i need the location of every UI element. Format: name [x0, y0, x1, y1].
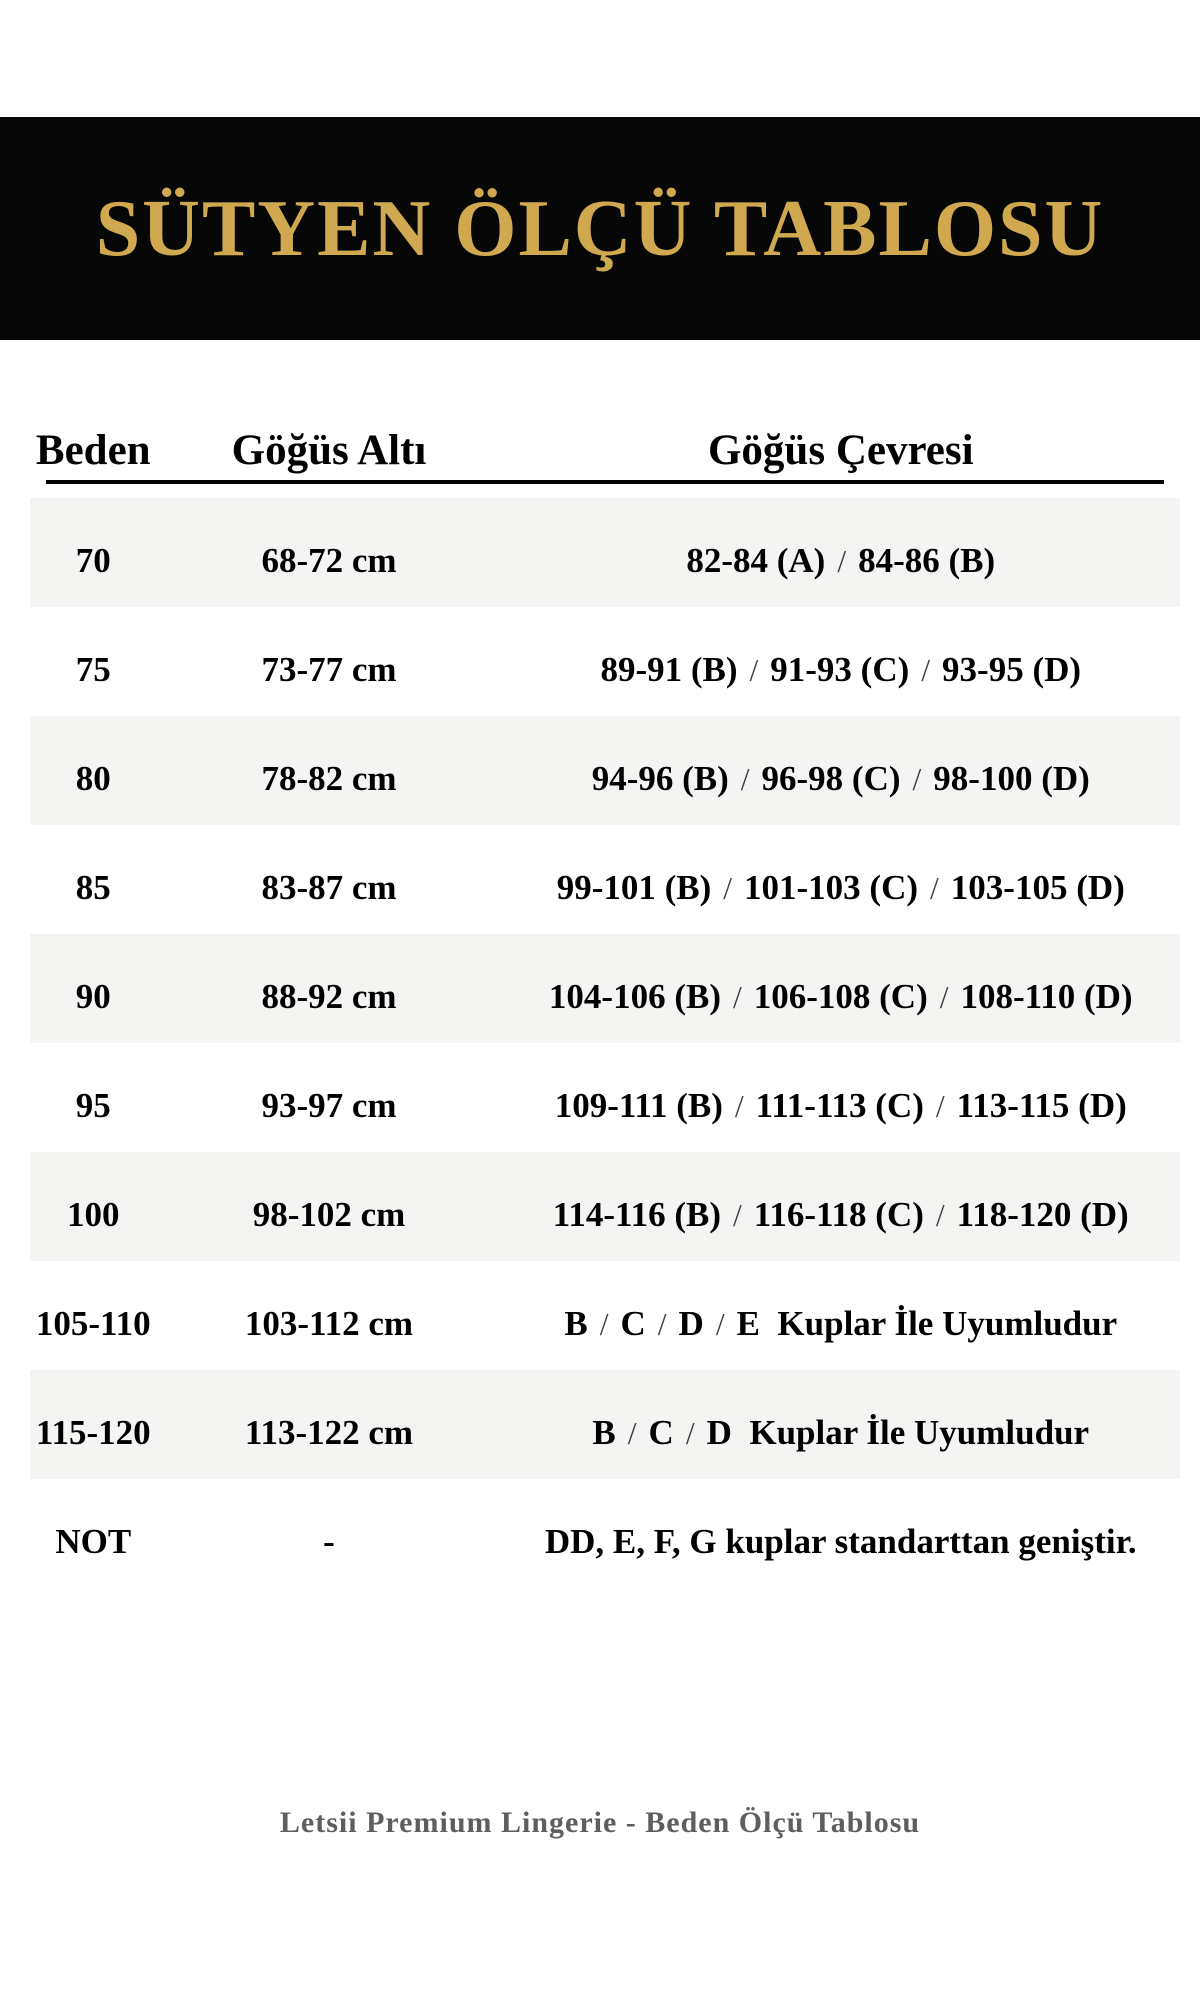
table-row: [30, 934, 1180, 1043]
slash-separator: /: [837, 544, 847, 579]
slash-separator: /: [715, 1307, 725, 1342]
header-divider-rule: [46, 480, 1164, 484]
cell-gogus-cevresi: 104-106 (B) / 106-108 (C) / 108-110 (D): [548, 977, 1133, 1016]
cell-beden: 70: [75, 541, 111, 580]
table-row: [30, 1479, 1180, 1588]
cell-gogus-alti: 73-77 cm: [261, 650, 397, 689]
slash-separator: /: [599, 1307, 609, 1342]
cell-beden: 105-110: [35, 1304, 151, 1343]
slash-separator: /: [732, 980, 742, 1015]
cell-gogus-alti: 78-82 cm: [261, 759, 397, 798]
slash-separator: /: [734, 1089, 744, 1124]
column-header-gogus-cevresi: Göğüs Çevresi: [707, 427, 974, 474]
cell-gogus-alti: 113-122 cm: [244, 1413, 414, 1452]
table-row: [30, 1370, 1180, 1479]
cell-gogus-alti: 93-97 cm: [261, 1086, 397, 1125]
cell-beden: 100: [67, 1195, 120, 1234]
slash-separator: /: [935, 1198, 945, 1233]
cell-gogus-cevresi: B / C / D Kuplar İle Uyumludur: [592, 1413, 1090, 1452]
slash-separator: /: [740, 762, 750, 797]
cell-gogus-alti: 83-87 cm: [261, 868, 397, 907]
cell-gogus-alti: 98-102 cm: [252, 1195, 406, 1234]
slash-separator: /: [921, 653, 931, 688]
table-row: [30, 607, 1180, 716]
table-row: [30, 1043, 1180, 1152]
cell-gogus-cevresi: 89-91 (B) / 91-93 (C) / 93-95 (D): [600, 650, 1082, 689]
cell-beden: 90: [75, 977, 111, 1016]
table-row: [30, 1152, 1180, 1261]
cell-gogus-cevresi: 82-84 (A) / 84-86 (B): [686, 541, 996, 580]
cell-gogus-cevresi: 114-116 (B) / 116-118 (C) / 118-120 (D): [552, 1195, 1129, 1234]
cell-beden: 85: [75, 868, 111, 907]
cell-gogus-alti: 68-72 cm: [261, 541, 397, 580]
cell-beden: 115-120: [35, 1413, 151, 1452]
table-row: [30, 716, 1180, 825]
cell-gogus-alti: -: [323, 1522, 335, 1561]
slash-separator: /: [657, 1307, 667, 1342]
slash-separator: /: [930, 871, 939, 906]
slash-separator: /: [732, 1198, 742, 1233]
title-banner: [0, 117, 1200, 340]
cell-beden: 80: [75, 759, 111, 798]
cell-gogus-cevresi: DD, E, F, G kuplar standarttan geniştir.: [544, 1522, 1137, 1561]
cell-gogus-alti: 103-112 cm: [244, 1304, 414, 1343]
slash-separator: /: [749, 653, 759, 688]
table-row: [30, 1261, 1180, 1370]
size-table: [30, 414, 1180, 1588]
cell-beden: 95: [75, 1086, 111, 1125]
page-title: SÜTYEN ÖLÇÜ TABLOSU: [95, 184, 1105, 273]
cell-gogus-cevresi: 94-96 (B) / 96-98 (C) / 98-100 (D): [591, 759, 1090, 798]
table-row: [30, 825, 1180, 934]
column-header-gogus-alti: Göğüs Altı: [231, 427, 427, 474]
cell-gogus-cevresi: 99-101 (B) / 101-103 (C) / 103-105 (D): [556, 868, 1125, 907]
cell-gogus-cevresi: B / C / D / E Kuplar İle Uyumludur: [564, 1304, 1118, 1343]
cell-beden: 75: [75, 650, 111, 689]
slash-separator: /: [627, 1416, 637, 1451]
slash-separator: /: [723, 871, 733, 906]
slash-separator: /: [912, 762, 922, 797]
slash-separator: /: [685, 1416, 695, 1451]
table-header-row: [30, 414, 1180, 472]
table-row: [30, 498, 1180, 607]
table-body: [30, 498, 1180, 1588]
footer-caption: Letsii Premium Lingerie - Beden Ölçü Tablosu: [279, 1806, 921, 1839]
slash-separator: /: [935, 1089, 945, 1124]
cell-beden: NOT: [55, 1522, 132, 1561]
cell-gogus-cevresi: 109-111 (B) / 111-113 (C) / 113-115 (D): [554, 1086, 1127, 1125]
cell-gogus-alti: 88-92 cm: [261, 977, 397, 1016]
slash-separator: /: [939, 980, 949, 1015]
column-header-beden: Beden: [35, 427, 151, 474]
